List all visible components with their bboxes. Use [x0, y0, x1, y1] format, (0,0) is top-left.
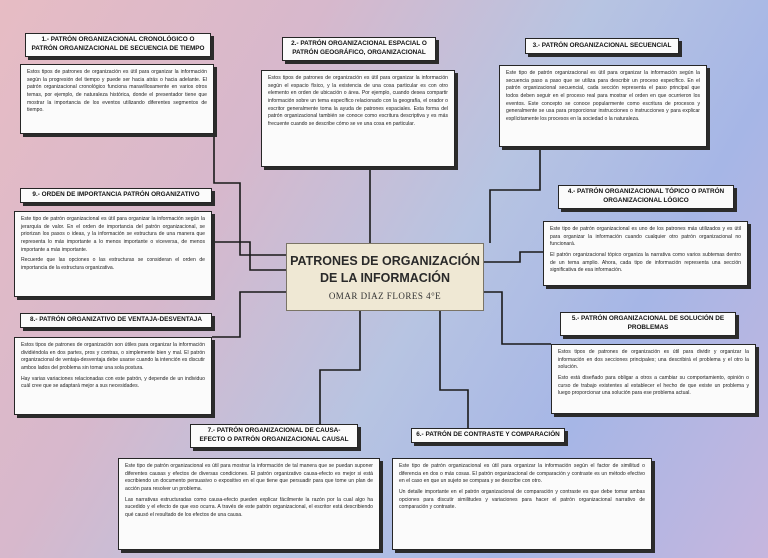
node-4-paragraph-1: Este tipo de patrón organizacional es uno de los patrones más utilizados y es útil para organizar la información cuando cualquier otro patrón organizacional no funcionará.	[550, 226, 741, 248]
node-5-title	[560, 312, 736, 336]
node-9-title	[20, 188, 212, 203]
node-2-title-text: 2.- PATRÓN ORGANIZACIONAL ESPACIAL O PATRÓN GEOGRÁFICO, ORGANIZACIONAL	[291, 40, 427, 56]
node-5-content	[551, 344, 756, 414]
node-6-title-text: 6.- PATRÓN DE CONTRASTE Y COMPARACIÓN	[416, 431, 560, 439]
node-3-paragraph: Este tipo de patrón organizacional es útil para organizar la información según la secuencia paso a paso que se utiliza para describir un proceso específico. En el patrón organizacional secuencial, cada sección representa el paso principal que todos deben seguir en el proceso real para mostrar el orden en que ocurrieron los eventos. Este concepto se conoce popularmente como escritura de procesos y generalmente se usa para proporcionar instrucciones o instrucciones y para explicar explícitamente los procesos en la sociedad o la naturaleza.	[506, 70, 700, 122]
node-6-paragraph-1: Este tipo de patrón organizacional es útil para organizar la información según el factor de similitud o diferencia en dos o más cosas. El patrón organizacional de comparación y contraste es un método efectivo en el caso en que un sujeto se compara y se describe con otro.	[399, 463, 645, 485]
node-2-paragraph: Estos tipos de patrones de organización es útil para organizar la información según el espacio físico, y la existencia de una cosa particular es con otro elemento en orden de ubicación o área. Por ejemplo, cuando desea compartir información sobre un tema específico relacionado con la geografía, el orador o escritor generalmente toma la ayuda de patrones espaciales. Esta forma del patrón organizacional también se conoce como escritura descriptiva y es más frecuente cuando se describe cómo se ve una cosa en particular.	[268, 75, 448, 127]
node-9-paragraph-2: Recuerde que las opciones o las estructuras se consideran el orden de importancia de la estructura organizativa.	[21, 257, 205, 271]
node-2-content	[261, 70, 455, 167]
node-7-paragraph-2: Las narrativas estructuradas como causa-efecto pueden explicar fácilmente la razón por la cual algo ha sucedido y el efecto de que eso ocurra. A través de este patrón organizacional, el escritor está describiendo qué causó el resultado de los efectos de una causa.	[125, 496, 373, 518]
node-3-content	[499, 65, 707, 147]
node-3-title	[525, 38, 679, 54]
node-8-paragraph-1: Estos tipos de patrones de organización son útiles para organizar la información dividiéndola en dos partes, pros y contras, o simplemente bien y mal. El patrón organizacional de ventaja-desventaja debe usarse cuando la intención es discutir ambos lados del problema sin tomar una sola postura.	[21, 342, 205, 371]
connector-n3	[490, 146, 540, 243]
connector-n7	[320, 309, 360, 424]
connector-n5	[482, 292, 551, 344]
node-7-paragraph-1: Este tipo de patrón organizacional es útil para mostrar la información de tal manera que se puedan suponer diferentes causas y efectos de diversas condiciones. El patrón organizativo causa-efecto es mejor si está escribiendo un documento persuasivo o expositivo en el que tiene que persuadir para que tome un plan de acción para resolver un problema.	[125, 463, 373, 492]
node-5-paragraph-1: Estos tipos de patrones de organización es útil para dividir y organizar la información en dos secciones principales; una describirá el problema y el otro la solución.	[558, 349, 749, 371]
node-8-content	[14, 337, 212, 415]
connector-n4	[482, 252, 548, 262]
connector-n9	[212, 242, 286, 270]
node-9-paragraph-1: Este tipo de patrón organizacional es útil para organizar la información según la jerarquía de valor. En el orden de importancia del patrón organizacional, se priorizan los pasos o ideas, y la información se estructura de una manera que representa lo más importante a lo menos importante o viceversa, de menos importante a más importante.	[21, 216, 205, 253]
node-1-paragraph: Estos tipos de patrones de organización es útil para organizar la información según la progresión del tiempo y puede ser hacia atrás o hacia adelante. El patrón organizacional cronológico funciona maravillosamente en varios otros temas, por ejemplo, de naturaleza histórica, donde el presentador tiene que mostrar la importancia de los eventos utilizando diferentes segmentos de tiempo.	[27, 69, 207, 114]
author-name: OMAR DIAZ FLORES 4°E	[328, 290, 442, 301]
node-8-paragraph-2: Hay varias variaciones relacionadas con este patrón, y depende de un individuo cuál cree que se adaptará mejor a sus necesidades.	[21, 375, 205, 390]
node-8-title-text: 8.- PATRÓN ORGANIZATIVO DE VENTAJA-DESVENTAJA	[30, 316, 202, 324]
node-1-content	[20, 64, 214, 134]
node-1-title-text: 1.- PATRÓN ORGANIZACIONAL CRONOLÓGICO O PATRÓN ORGANIZACIONAL DE SECUENCIA DE TIEMPO	[31, 36, 205, 52]
node-4-paragraph-2: El patrón organizacional tópico organiza la narrativa como varios subtemas dentro de un tema amplio. Ahora, cada tipo de información representa una sección significativa de esa información.	[550, 251, 741, 274]
node-9-title-text: 9.- ORDEN DE IMPORTANCIA PATRÓN ORGANIZATIVO	[32, 191, 200, 199]
central-title-line-2: DE LA INFORMACIÓN	[319, 271, 451, 285]
node-7-content	[118, 458, 380, 550]
node-5-paragraph-2: Esto está diseñado para obligar a otros a cambiar su comportamiento, opinión o curso de trabajo existentes al establecer el hecho de que existe un problema y luego proporcionar una solución para ese problema actual.	[558, 374, 749, 397]
node-4-title	[558, 185, 734, 209]
node-7-title-text: 7.- PATRÓN ORGANIZACIONAL DE CAUSA-EFECTO O PATRÓN ORGANIZACIONAL CAUSAL	[199, 427, 349, 443]
connector-n8	[212, 292, 286, 337]
node-4-title-text: 4.- PATRÓN ORGANIZACIONAL TÓPICO O PATRÓN ORGANIZACIONAL LÓGICO	[567, 188, 725, 204]
node-3-title-text: 3.- PATRÓN ORGANIZACIONAL SECUENCIAL	[532, 41, 672, 49]
node-9-content	[14, 211, 212, 297]
node-6-paragraph-2: Un detalle importante en el patrón organizacional de comparación y contraste es que debe tomar ambas opciones para discutir similitudes y variaciones para hacer el patrón organizacional narrativo de comparación y contraste.	[399, 488, 645, 511]
node-6-content	[392, 458, 652, 550]
central-title-line-1: PATRONES DE ORGANIZACIÓN	[290, 254, 480, 269]
node-2-title	[282, 37, 436, 61]
node-6-title	[411, 428, 565, 443]
node-7-title	[190, 424, 358, 448]
node-1-title	[25, 33, 211, 57]
node-8-title	[20, 313, 212, 328]
connector-n6	[440, 309, 468, 428]
central-topic	[286, 243, 484, 311]
node-4-content	[543, 221, 748, 286]
node-5-title-text: 5.- PATRÓN ORGANIZACIONAL DE SOLUCIÓN DE PROBLEMAS	[571, 315, 725, 331]
